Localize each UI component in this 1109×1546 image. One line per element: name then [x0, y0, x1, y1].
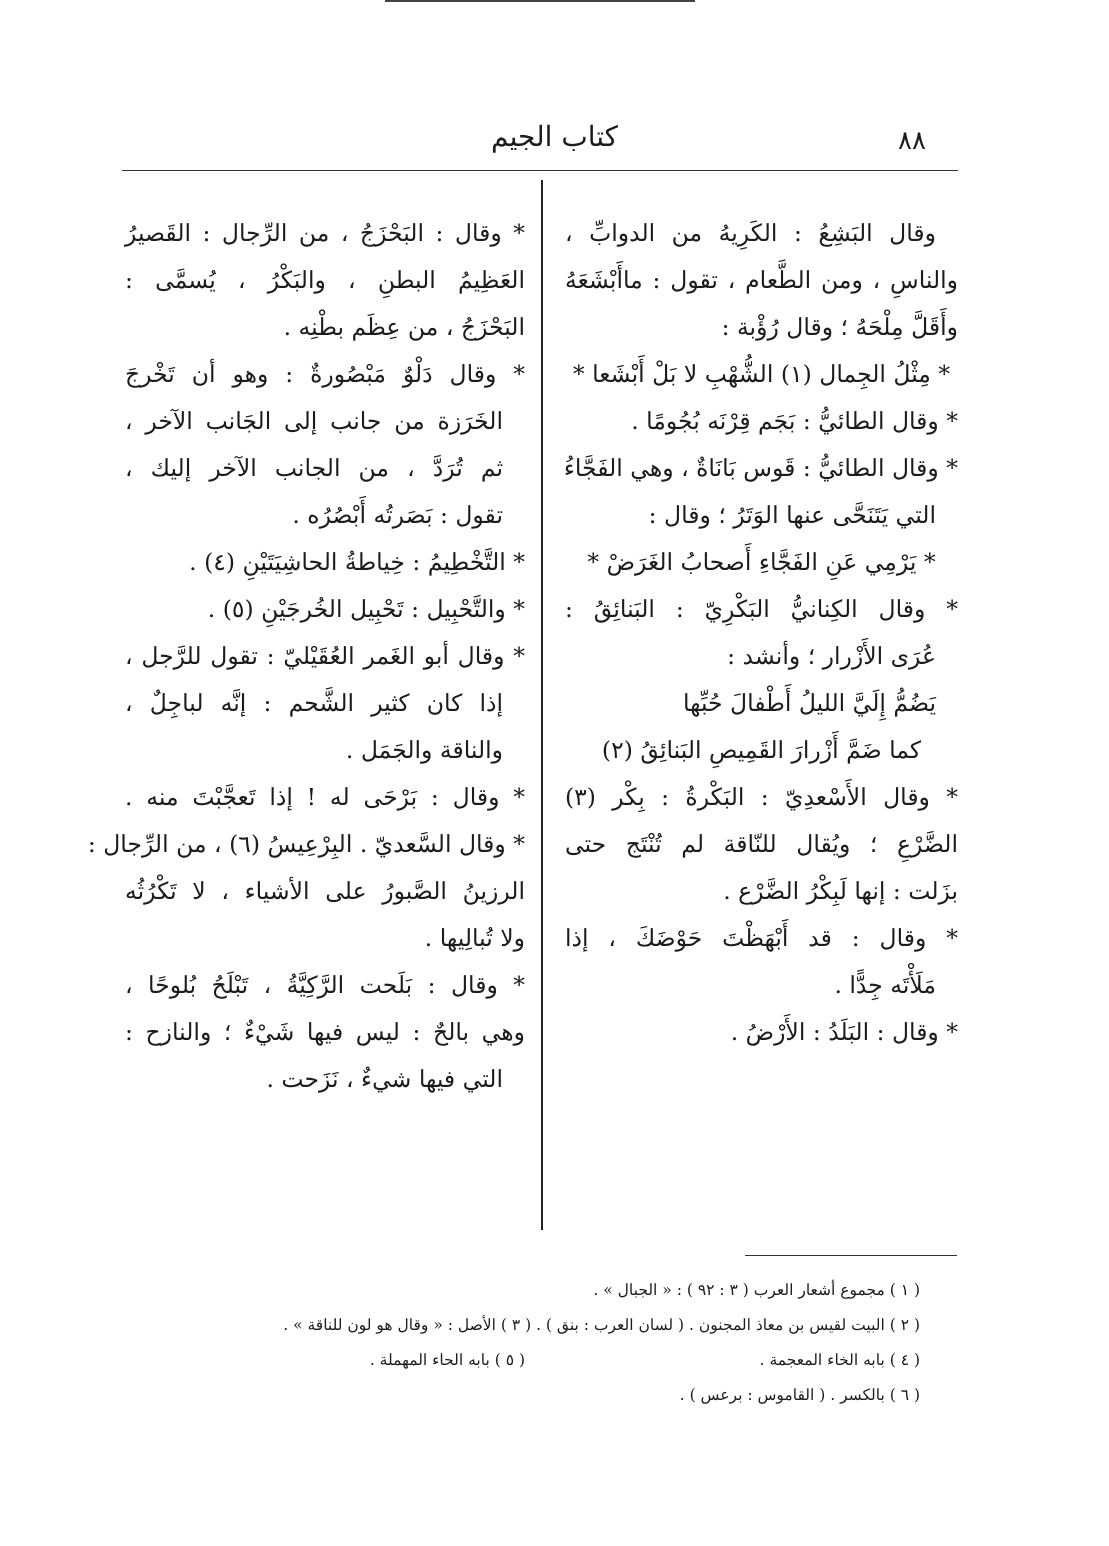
text-line: والناسِ ، ومن الطَّعام ، تقول : ماأَبْشَعَهُ: [565, 266, 958, 294]
text-line: * والتَّحْبِيل : تَحْبِيل الخُرجَيْنِ (٥) .: [207, 595, 525, 623]
running-title: كتاب الجيم: [490, 120, 619, 153]
text-line: تقول : بَصَرتُه أَبْصُرُه .: [292, 501, 503, 529]
verse-line: يَضُمُّ إِلَيَّ الليلُ أَطْفالَ حُبِّها: [682, 689, 936, 717]
verse-line: * يَرْمِي عَنِ الفَجَّاءِ أَصحابُ الغَرَضْ *: [587, 548, 936, 576]
footnotes: [200, 1273, 920, 1413]
footnote: ( ٥ ) بابه الحاء المهملة .: [369, 1351, 525, 1369]
verse-line: * مِثْلُ الجِمال (١) الشُّهْبِ لا بَلْ أَبْشَعا *: [572, 360, 951, 388]
text-line: ولا تُبالِيها .: [424, 924, 525, 952]
text-line: وقال البَشِعُ : الكَرِيهُ من الدوابِّ ،: [565, 219, 936, 247]
footnote: ( ١ ) مجموع أشعار العرب ( ٣ : ٩٢ ) : « الجبال » .: [593, 1281, 920, 1299]
text-line: إذا كان كثير الشَّحم : إنَّه لباجِلٌ ،: [125, 689, 503, 717]
top-rule: [385, 0, 695, 2]
text-line: * وقال : بَلَحت الرَّكِيَّةُ ، تَبْلَحُ بُلوحًا ،: [125, 971, 525, 999]
text-line: التي يَتَنَحَّى عنها الوَتَرُ ؛ وقال :: [648, 501, 936, 529]
page-number: ٨٨: [898, 126, 926, 156]
text-line: الضَّرْعِ ؛ ويُقال للنّاقة لم تُنْتَج حتى: [565, 830, 958, 858]
text-line: * وقال الكِنانيُّ البَكْرِيّ : البَنائِقُ :: [565, 595, 958, 623]
verse-line: كما ضَمَّ أَزْرارَ القَمِيصِ البَنائِقُ (٢): [601, 736, 922, 764]
text-line: وأَقَلَّ مِلْحَهُ ؛ وقال رُؤْبة :: [721, 313, 958, 341]
text-line: بزَلت : إنها لَبِكْرُ الضَّرْع .: [723, 877, 958, 905]
text-line: الخَرَزة من جانب إلى الجَانب الآخر ،: [125, 407, 503, 435]
text-line: ثم تُرَدَّ ، من الجانب الآخر إليك ،: [125, 454, 503, 482]
text-line: التي فيها شيءٌ ، نَزَحت .: [266, 1065, 503, 1093]
text-line: البَحْزَجُ ، من عِظَم بطْنِه .: [283, 313, 525, 341]
text-line: * التَّخْطِيمُ : خِياطةُ الحاشِيَتَيْنِ (٤) .: [189, 548, 525, 576]
left-column: [87, 210, 525, 1103]
text-line: الرزينُ الصَّبورُ على الأشياء ، لا تَكْرُثُه: [125, 877, 525, 905]
footnote-rule: [745, 1255, 957, 1256]
text-line: * وقال دَلْوٌ مَبْصُورةٌ : وهو أن تَخْرجَ: [125, 360, 525, 388]
text-line: * وقال أبو الغَمر العُقَيْليّ : تقول للرَّجل ،: [125, 642, 525, 670]
text-line: * وقال الطائيُّ : بَجَم قِرْنَه بُجُومًا .: [631, 407, 958, 435]
text-line: * وقال : البَحْزَجُ ، من الرِّجال : القَصيرُ: [125, 219, 525, 247]
text-line: وهي بالحٌ : ليس فيها شَيْءٌ ؛ والنازح :: [125, 1018, 525, 1046]
text-line: * وقال الأَسْعدِيّ : البَكْرةُ : بِكْر (٣): [565, 783, 958, 811]
footnote: ( ٦ ) بالكسر . ( القاموس : برعس ) .: [679, 1386, 920, 1404]
column-divider: [541, 180, 543, 1230]
right-column: [565, 210, 958, 1056]
text-line: عُرَى الأَزْرار ؛ وأنشد :: [727, 642, 936, 670]
text-line: * وقال السَّعديّ . البِرْعِيسُ (٦) ، من الرِّجال :: [87, 830, 525, 858]
text-line: العَظِيمُ البطنِ ، والبَكْرُ ، يُسمَّى :: [125, 266, 525, 294]
footnote: ( ٤ ) بابه الخاء المعجمة .: [759, 1351, 920, 1369]
text-line: * وقال : قد أَبْهَظْتَ حَوْضَكَ ، إذا: [565, 924, 958, 952]
footnote: ( ٢ ) البيت لقيس بن معاذ المجنون . ( لسان العرب : بنق ) . ( ٣ ) الأصل : « وقال هو لون للناقة » .: [283, 1316, 920, 1334]
text-line: * وقال : البَلَدُ : الأَرْضُ .: [730, 1018, 958, 1046]
text-line: مَلَأْتَه جِدًّا .: [834, 971, 936, 999]
text-line: والناقة والجَمَل .: [345, 736, 503, 764]
header-rule: [122, 170, 958, 171]
text-line: * وقال : بَرْحَى له ! إذا تَعجَّبْتَ منه .: [125, 783, 525, 811]
footnote-row: [200, 1343, 920, 1378]
text-line: * وقال الطائيُّ : قَوس بَانَاةٌ ، وهي الفَجَّاءُ: [563, 454, 958, 482]
